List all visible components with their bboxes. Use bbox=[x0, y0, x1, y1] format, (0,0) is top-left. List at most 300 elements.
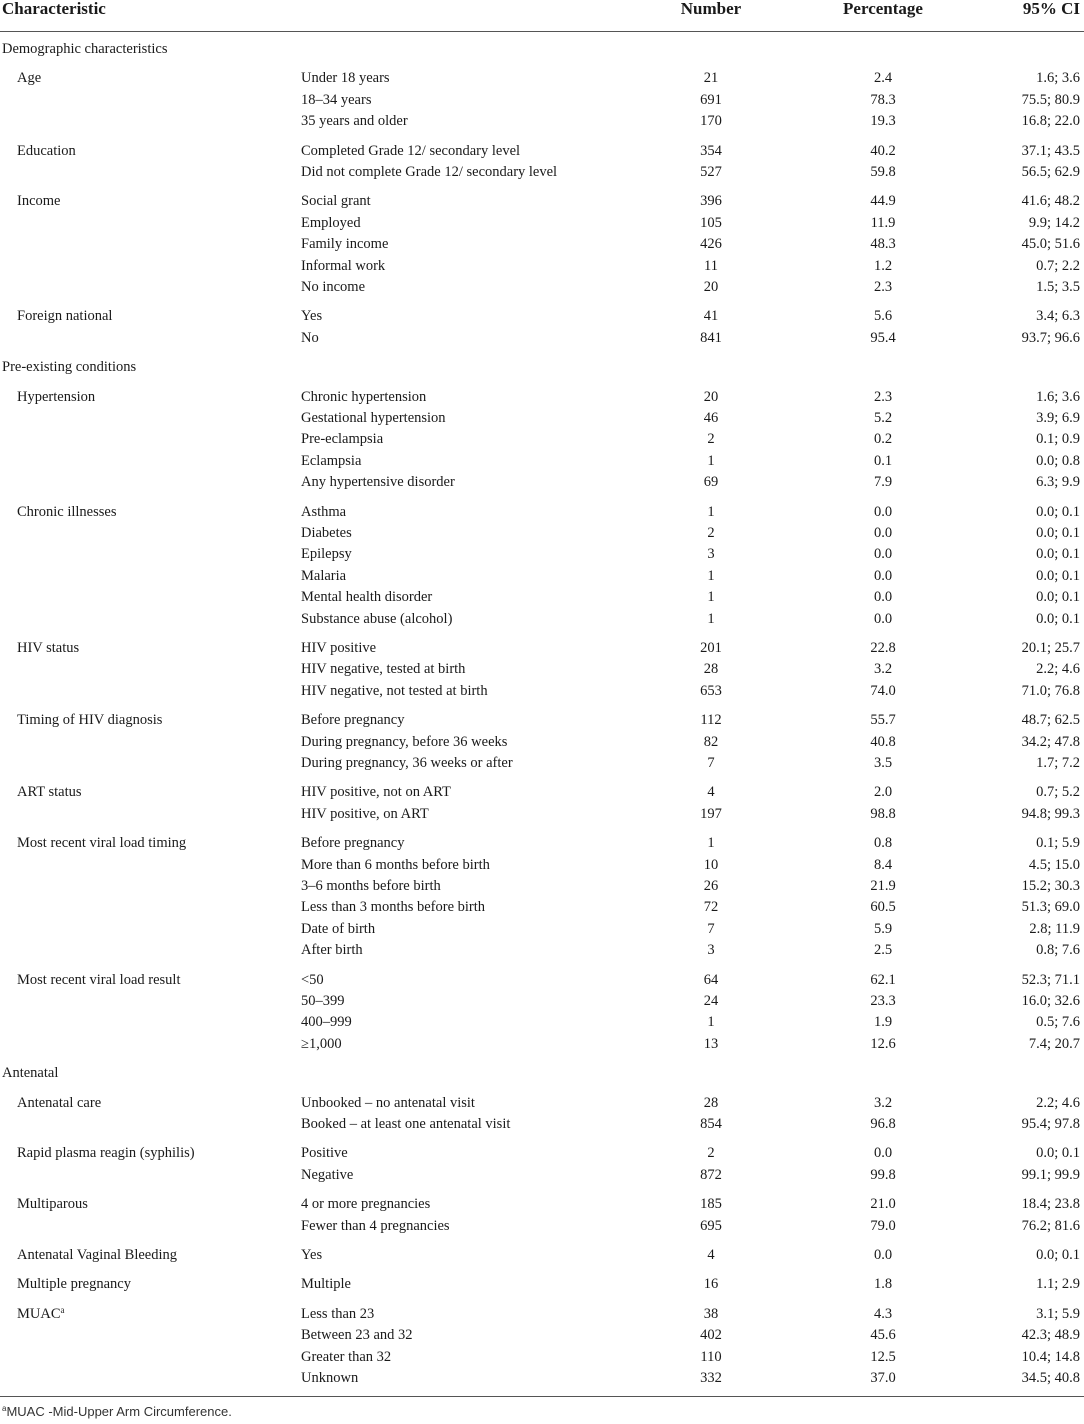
percentage-cell: 5.2 bbox=[873, 410, 893, 426]
percentage-cell: 8.4 bbox=[873, 856, 893, 873]
section-header-row bbox=[0, 357, 1084, 379]
number-cell: 69 bbox=[703, 474, 719, 491]
percentage-cell: 1.2 bbox=[873, 257, 893, 274]
table-row bbox=[0, 919, 1084, 941]
number-cell: 16 bbox=[703, 1276, 719, 1293]
characteristic-label: Age bbox=[17, 70, 42, 87]
category-cell: HIV positive, on ART bbox=[301, 805, 429, 822]
number-cell: 1 bbox=[707, 567, 715, 584]
characteristic-cell bbox=[17, 143, 76, 160]
characteristic-cell bbox=[17, 640, 79, 657]
table-row bbox=[0, 991, 1084, 1013]
characteristic-cell bbox=[17, 70, 41, 87]
ci-cell: 76.2; 81.6 bbox=[1021, 1217, 1080, 1234]
category-cell: Gestational hypertension bbox=[301, 410, 446, 426]
table-row bbox=[0, 1114, 1084, 1136]
number-cell: 1 bbox=[707, 589, 715, 606]
ci-cell: 2.2; 4.6 bbox=[1036, 1094, 1080, 1111]
ci-cell: 1.1; 2.9 bbox=[1036, 1276, 1080, 1293]
characteristic-label: Education bbox=[17, 142, 76, 159]
percentage-cell: 2.3 bbox=[873, 279, 893, 295]
category-cell: Did not complete Grade 12/ secondary level bbox=[301, 164, 558, 180]
percentage-cell: 12.5 bbox=[870, 1348, 896, 1365]
ci-cell: 0.5; 7.6 bbox=[1036, 1014, 1080, 1031]
characteristic-label: Income bbox=[17, 193, 61, 210]
ci-cell: 42.3; 48.9 bbox=[1021, 1327, 1080, 1344]
number-cell: 20 bbox=[703, 279, 719, 295]
footnote-marker: a bbox=[60, 1304, 65, 1315]
percentage-cell: 5.6 bbox=[873, 308, 893, 325]
characteristic-cell bbox=[17, 1145, 195, 1162]
percentage-cell: 40.2 bbox=[870, 142, 896, 159]
characteristic-label: MUAC bbox=[17, 1305, 61, 1322]
characteristic-cell bbox=[17, 784, 82, 801]
footnote bbox=[2, 1404, 232, 1419]
table-row bbox=[0, 429, 1084, 451]
characteristic-label: Multiparous bbox=[17, 1196, 88, 1213]
table-row bbox=[0, 710, 1084, 732]
category-cell: Yes bbox=[301, 308, 323, 325]
table-row bbox=[0, 502, 1084, 524]
percentage-cell: 2.0 bbox=[873, 784, 893, 801]
ci-cell: 48.7; 62.5 bbox=[1021, 712, 1080, 729]
table-row bbox=[0, 782, 1084, 804]
header-ci: 95% CI bbox=[1022, 0, 1080, 18]
category-cell: Less than 23 bbox=[301, 1305, 375, 1322]
characteristic-cell bbox=[17, 1247, 177, 1264]
number-cell: 691 bbox=[700, 91, 722, 108]
table-row bbox=[0, 1194, 1084, 1216]
characteristic-label: ART status bbox=[17, 784, 82, 801]
characteristic-label: Most recent viral load timing bbox=[17, 835, 187, 852]
table-row bbox=[0, 566, 1084, 588]
percentage-cell: 21.9 bbox=[870, 878, 896, 894]
table-row bbox=[0, 111, 1084, 133]
percentage-cell: 0.0 bbox=[873, 546, 893, 563]
percentage-cell: 95.4 bbox=[870, 329, 896, 346]
number-cell: 2 bbox=[707, 431, 715, 448]
percentage-cell: 99.8 bbox=[870, 1166, 896, 1183]
table-row bbox=[0, 191, 1084, 213]
percentage-cell: 59.8 bbox=[870, 164, 896, 180]
number-cell: 3 bbox=[707, 546, 715, 563]
ci-cell: 10.4; 14.8 bbox=[1021, 1348, 1080, 1365]
category-cell: Booked – at least one antenatal visit bbox=[301, 1116, 511, 1132]
characteristic-label: Multiple pregnancy bbox=[17, 1276, 131, 1293]
number-cell: 695 bbox=[700, 1217, 722, 1234]
ci-cell: 1.7; 7.2 bbox=[1036, 755, 1080, 771]
category-cell: No income bbox=[301, 279, 366, 295]
category-cell: HIV negative, not tested at birth bbox=[301, 682, 488, 699]
characteristic-cell bbox=[17, 1276, 131, 1293]
category-cell: <50 bbox=[301, 971, 324, 988]
category-cell: ≥1,000 bbox=[301, 1035, 342, 1052]
category-cell: Under 18 years bbox=[301, 70, 390, 87]
ci-cell: 3.9; 6.9 bbox=[1036, 410, 1080, 426]
category-cell: 50–399 bbox=[301, 993, 345, 1009]
table-row bbox=[0, 387, 1084, 409]
table-row bbox=[0, 256, 1084, 278]
characteristic-cell bbox=[17, 1306, 65, 1323]
category-cell: After birth bbox=[301, 942, 363, 959]
percentage-cell: 11.9 bbox=[870, 214, 896, 231]
table-row bbox=[0, 90, 1084, 112]
percentage-cell: 60.5 bbox=[870, 899, 896, 916]
ci-cell: 0.0; 0.8 bbox=[1036, 452, 1080, 469]
table-row bbox=[0, 141, 1084, 163]
category-cell: HIV positive bbox=[301, 640, 377, 656]
characteristic-cell bbox=[17, 835, 186, 852]
ci-cell: 56.5; 62.9 bbox=[1021, 164, 1080, 180]
number-cell: 11 bbox=[704, 257, 718, 274]
table-row bbox=[0, 213, 1084, 235]
table-row bbox=[0, 753, 1084, 775]
ci-cell: 41.6; 48.2 bbox=[1021, 193, 1080, 210]
table-row bbox=[0, 277, 1084, 299]
number-cell: 2 bbox=[707, 525, 715, 541]
number-cell: 197 bbox=[700, 805, 722, 822]
category-cell: Completed Grade 12/ secondary level bbox=[301, 142, 521, 159]
percentage-cell: 23.3 bbox=[870, 993, 896, 1009]
number-cell: 38 bbox=[703, 1305, 719, 1322]
number-cell: 21 bbox=[703, 70, 719, 87]
footnote-text: MUAC -Mid-Upper Arm Circumference. bbox=[6, 1404, 232, 1419]
number-cell: 112 bbox=[700, 712, 722, 729]
category-cell: Eclampsia bbox=[301, 452, 362, 469]
table-row bbox=[0, 1165, 1084, 1187]
category-cell: During pregnancy, before 36 weeks bbox=[301, 733, 508, 750]
section-label: Pre-existing conditions bbox=[2, 359, 137, 376]
number-cell: 24 bbox=[703, 993, 719, 1009]
number-cell: 527 bbox=[700, 164, 722, 180]
number-cell: 26 bbox=[703, 878, 719, 894]
ci-cell: 16.8; 22.0 bbox=[1021, 113, 1080, 130]
table-row bbox=[0, 1325, 1084, 1347]
percentage-cell: 45.6 bbox=[870, 1327, 896, 1344]
number-cell: 3 bbox=[707, 942, 715, 959]
table-row bbox=[0, 638, 1084, 660]
percentage-cell: 44.9 bbox=[870, 193, 896, 210]
table-row bbox=[0, 681, 1084, 703]
percentage-cell: 4.3 bbox=[873, 1305, 893, 1322]
percentage-cell: 37.0 bbox=[870, 1370, 896, 1386]
percentage-cell: 0.2 bbox=[873, 431, 893, 448]
category-cell: No bbox=[301, 329, 319, 346]
ci-cell: 1.5; 3.5 bbox=[1036, 279, 1080, 295]
ci-cell: 0.0; 0.1 bbox=[1036, 546, 1080, 563]
ci-cell: 93.7; 96.6 bbox=[1021, 329, 1080, 346]
table-row bbox=[0, 1245, 1084, 1267]
characteristic-cell bbox=[17, 712, 162, 729]
ci-cell: 94.8; 99.3 bbox=[1021, 805, 1080, 822]
characteristic-cell bbox=[17, 972, 180, 989]
category-cell: Negative bbox=[301, 1166, 354, 1183]
category-cell: Unknown bbox=[301, 1370, 359, 1386]
ci-cell: 0.7; 2.2 bbox=[1036, 257, 1080, 274]
number-cell: 170 bbox=[700, 113, 722, 130]
percentage-cell: 48.3 bbox=[870, 236, 896, 253]
characteristic-cell bbox=[17, 193, 60, 210]
table-row bbox=[0, 587, 1084, 609]
ci-cell: 3.4; 6.3 bbox=[1036, 308, 1080, 325]
category-cell: 400–999 bbox=[301, 1014, 352, 1031]
characteristic-label: HIV status bbox=[17, 640, 80, 656]
number-cell: 20 bbox=[703, 388, 719, 405]
number-cell: 7 bbox=[707, 920, 715, 937]
percentage-cell: 1.8 bbox=[873, 1276, 893, 1293]
category-cell: During pregnancy, 36 weeks or after bbox=[301, 755, 513, 771]
number-cell: 7 bbox=[707, 755, 715, 771]
percentage-cell: 0.0 bbox=[873, 525, 893, 541]
percentage-cell: 0.1 bbox=[873, 452, 893, 469]
category-cell: Before pregnancy bbox=[301, 712, 405, 729]
percentage-cell: 2.5 bbox=[873, 942, 893, 959]
number-cell: 396 bbox=[700, 193, 722, 210]
ci-cell: 0.7; 5.2 bbox=[1036, 784, 1080, 801]
ci-cell: 0.1; 5.9 bbox=[1036, 835, 1080, 852]
table-row bbox=[0, 970, 1084, 992]
number-cell: 82 bbox=[703, 733, 719, 750]
category-cell: Greater than 32 bbox=[301, 1348, 392, 1365]
category-cell: Unbooked – no antenatal visit bbox=[301, 1094, 475, 1111]
percentage-cell: 21.0 bbox=[870, 1196, 896, 1213]
ci-cell: 0.8; 7.6 bbox=[1036, 942, 1080, 959]
ci-cell: 18.4; 23.8 bbox=[1021, 1196, 1080, 1213]
number-cell: 354 bbox=[700, 142, 722, 159]
percentage-cell: 3.2 bbox=[873, 661, 893, 678]
category-cell: Chronic hypertension bbox=[301, 388, 427, 405]
ci-cell: 75.5; 80.9 bbox=[1021, 91, 1080, 108]
ci-cell: 20.1; 25.7 bbox=[1021, 640, 1080, 656]
category-cell: Any hypertensive disorder bbox=[301, 474, 455, 491]
header-characteristic: Characteristic bbox=[2, 0, 106, 18]
table-row bbox=[0, 1143, 1084, 1165]
number-cell: 13 bbox=[703, 1035, 719, 1052]
percentage-cell: 98.8 bbox=[870, 805, 896, 822]
number-cell: 72 bbox=[703, 899, 719, 916]
table-row bbox=[0, 234, 1084, 256]
ci-cell: 71.0; 76.8 bbox=[1021, 682, 1080, 699]
number-cell: 64 bbox=[703, 971, 719, 988]
percentage-cell: 55.7 bbox=[870, 712, 896, 729]
table-row bbox=[0, 833, 1084, 855]
characteristic-label: Antenatal care bbox=[17, 1094, 102, 1111]
percentage-cell: 78.3 bbox=[870, 91, 896, 108]
number-cell: 1 bbox=[707, 503, 715, 520]
number-cell: 1 bbox=[707, 610, 715, 627]
percentage-cell: 0.0 bbox=[873, 1247, 893, 1263]
number-cell: 1 bbox=[707, 1014, 715, 1031]
table-row bbox=[0, 472, 1084, 494]
number-cell: 28 bbox=[703, 1094, 719, 1111]
category-cell: Diabetes bbox=[301, 525, 352, 541]
percentage-cell: 1.9 bbox=[873, 1014, 893, 1031]
ci-cell: 0.0; 0.1 bbox=[1036, 503, 1080, 520]
percentage-cell: 5.9 bbox=[873, 920, 893, 937]
table-row bbox=[0, 1216, 1084, 1238]
ci-cell: 34.5; 40.8 bbox=[1021, 1370, 1080, 1386]
ci-cell: 0.1; 0.9 bbox=[1036, 431, 1080, 448]
header-number: Number bbox=[680, 0, 742, 18]
table-row bbox=[0, 732, 1084, 754]
ci-cell: 45.0; 51.6 bbox=[1021, 236, 1080, 253]
number-cell: 28 bbox=[703, 661, 719, 678]
number-cell: 332 bbox=[700, 1370, 722, 1386]
ci-cell: 34.2; 47.8 bbox=[1021, 733, 1080, 750]
category-cell: Less than 3 months before birth bbox=[301, 899, 486, 916]
category-cell: Epilepsy bbox=[301, 546, 352, 563]
ci-cell: 7.4; 20.7 bbox=[1028, 1035, 1080, 1052]
number-cell: 402 bbox=[700, 1327, 722, 1344]
ci-cell: 2.2; 4.6 bbox=[1036, 661, 1080, 678]
category-cell: Mental health disorder bbox=[301, 589, 433, 606]
percentage-cell: 62.1 bbox=[870, 971, 896, 988]
ci-cell: 0.0; 0.1 bbox=[1036, 567, 1080, 584]
table-row bbox=[0, 162, 1084, 184]
percentage-cell: 74.0 bbox=[870, 682, 896, 699]
ci-cell: 0.0; 0.1 bbox=[1036, 1247, 1080, 1263]
characteristic-label: Most recent viral load result bbox=[17, 971, 181, 988]
table-row bbox=[0, 1274, 1084, 1296]
characteristic-cell bbox=[17, 1196, 88, 1213]
footnote-mark: a bbox=[2, 1404, 7, 1413]
ci-cell: 0.0; 0.1 bbox=[1036, 525, 1080, 541]
number-cell: 426 bbox=[700, 236, 722, 253]
number-cell: 46 bbox=[703, 410, 719, 426]
table-row bbox=[0, 328, 1084, 350]
category-cell: 18–34 years bbox=[301, 91, 372, 108]
number-cell: 110 bbox=[700, 1348, 722, 1365]
table-row bbox=[0, 1304, 1084, 1326]
category-cell: More than 6 months before birth bbox=[301, 856, 490, 873]
ci-cell: 15.2; 30.3 bbox=[1021, 878, 1080, 894]
ci-cell: 52.3; 71.1 bbox=[1021, 971, 1080, 988]
table-row bbox=[0, 876, 1084, 898]
category-cell: HIV positive, not on ART bbox=[301, 784, 451, 801]
bottom-rule bbox=[0, 1396, 1084, 1397]
ci-cell: 1.6; 3.6 bbox=[1036, 70, 1080, 87]
category-cell: HIV negative, tested at birth bbox=[301, 661, 466, 678]
percentage-cell: 40.8 bbox=[870, 733, 896, 750]
percentage-cell: 3.2 bbox=[873, 1094, 893, 1111]
number-cell: 1 bbox=[707, 835, 715, 852]
table-row bbox=[0, 940, 1084, 962]
table-row bbox=[0, 1093, 1084, 1115]
section-label: Demographic characteristics bbox=[2, 41, 168, 57]
section-header-row bbox=[0, 1063, 1084, 1085]
number-cell: 185 bbox=[700, 1196, 722, 1213]
characteristic-cell bbox=[17, 1095, 101, 1112]
percentage-cell: 12.6 bbox=[870, 1035, 896, 1052]
table-row bbox=[0, 609, 1084, 631]
ci-cell: 6.3; 9.9 bbox=[1036, 474, 1080, 491]
ci-cell: 95.4; 97.8 bbox=[1021, 1116, 1080, 1132]
number-cell: 653 bbox=[700, 682, 722, 699]
percentage-cell: 2.4 bbox=[873, 70, 893, 87]
percentage-cell: 19.3 bbox=[870, 113, 896, 130]
ci-cell: 3.1; 5.9 bbox=[1036, 1305, 1080, 1322]
category-cell: Yes bbox=[301, 1247, 323, 1263]
number-cell: 201 bbox=[700, 640, 722, 656]
characteristic-label: Timing of HIV diagnosis bbox=[17, 712, 163, 729]
category-cell: Substance abuse (alcohol) bbox=[301, 610, 453, 627]
table-row bbox=[0, 804, 1084, 826]
percentage-cell: 0.8 bbox=[873, 835, 893, 852]
ci-cell: 1.6; 3.6 bbox=[1036, 388, 1080, 405]
table-row bbox=[0, 897, 1084, 919]
number-cell: 4 bbox=[707, 784, 715, 801]
number-cell: 2 bbox=[707, 1145, 715, 1162]
category-cell: Positive bbox=[301, 1145, 348, 1162]
percentage-cell: 2.3 bbox=[873, 388, 893, 405]
section-label: Antenatal bbox=[2, 1065, 59, 1082]
table-row bbox=[0, 451, 1084, 473]
percentage-cell: 0.0 bbox=[873, 567, 893, 584]
number-cell: 841 bbox=[700, 329, 722, 346]
ci-cell: 4.5; 15.0 bbox=[1028, 856, 1080, 873]
number-cell: 854 bbox=[700, 1116, 722, 1132]
category-cell: 3–6 months before birth bbox=[301, 878, 441, 894]
percentage-cell: 0.0 bbox=[873, 503, 893, 520]
category-cell: Date of birth bbox=[301, 920, 376, 937]
ci-cell: 37.1; 43.5 bbox=[1021, 142, 1080, 159]
category-cell: 4 or more pregnancies bbox=[301, 1196, 431, 1213]
characteristic-cell bbox=[17, 308, 112, 325]
ci-cell: 9.9; 14.2 bbox=[1028, 214, 1080, 231]
table-row bbox=[0, 1034, 1084, 1056]
percentage-cell: 3.5 bbox=[873, 755, 893, 771]
ci-cell: 0.0; 0.1 bbox=[1036, 1145, 1080, 1162]
ci-cell: 0.0; 0.1 bbox=[1036, 589, 1080, 606]
characteristic-label: Antenatal Vaginal Bleeding bbox=[17, 1247, 177, 1263]
number-cell: 10 bbox=[703, 856, 719, 873]
category-cell: Malaria bbox=[301, 567, 347, 584]
number-cell: 105 bbox=[700, 214, 722, 231]
header-percentage: Percentage bbox=[843, 0, 923, 18]
table-row bbox=[0, 1368, 1084, 1390]
number-cell: 1 bbox=[707, 452, 715, 469]
category-cell: Asthma bbox=[301, 503, 347, 520]
table-row bbox=[0, 855, 1084, 877]
category-cell: Pre-eclampsia bbox=[301, 431, 384, 448]
characteristic-label: Hypertension bbox=[17, 388, 96, 405]
table-row bbox=[0, 306, 1084, 328]
characteristic-cell bbox=[17, 389, 95, 406]
table-row bbox=[0, 659, 1084, 681]
category-cell: Social grant bbox=[301, 193, 371, 210]
section-header-row bbox=[0, 39, 1084, 61]
table-row bbox=[0, 408, 1084, 430]
category-cell: Between 23 and 32 bbox=[301, 1327, 413, 1344]
table-row bbox=[0, 1347, 1084, 1369]
characteristic-label: Rapid plasma reagin (syphilis) bbox=[17, 1145, 195, 1162]
table-row bbox=[0, 68, 1084, 90]
category-cell: Multiple bbox=[301, 1276, 351, 1293]
ci-cell: 16.0; 32.6 bbox=[1021, 993, 1080, 1009]
characteristic-label: Chronic illnesses bbox=[17, 503, 117, 520]
percentage-cell: 96.8 bbox=[870, 1116, 896, 1132]
category-cell: Employed bbox=[301, 214, 361, 231]
table-header bbox=[0, 0, 1084, 32]
number-cell: 4 bbox=[707, 1247, 715, 1263]
table-row bbox=[0, 1012, 1084, 1034]
number-cell: 872 bbox=[700, 1166, 722, 1183]
characteristic-cell bbox=[17, 504, 116, 521]
percentage-cell: 79.0 bbox=[870, 1217, 896, 1234]
ci-cell: 99.1; 99.9 bbox=[1021, 1166, 1080, 1183]
category-cell: Before pregnancy bbox=[301, 835, 405, 852]
table-row bbox=[0, 523, 1084, 545]
